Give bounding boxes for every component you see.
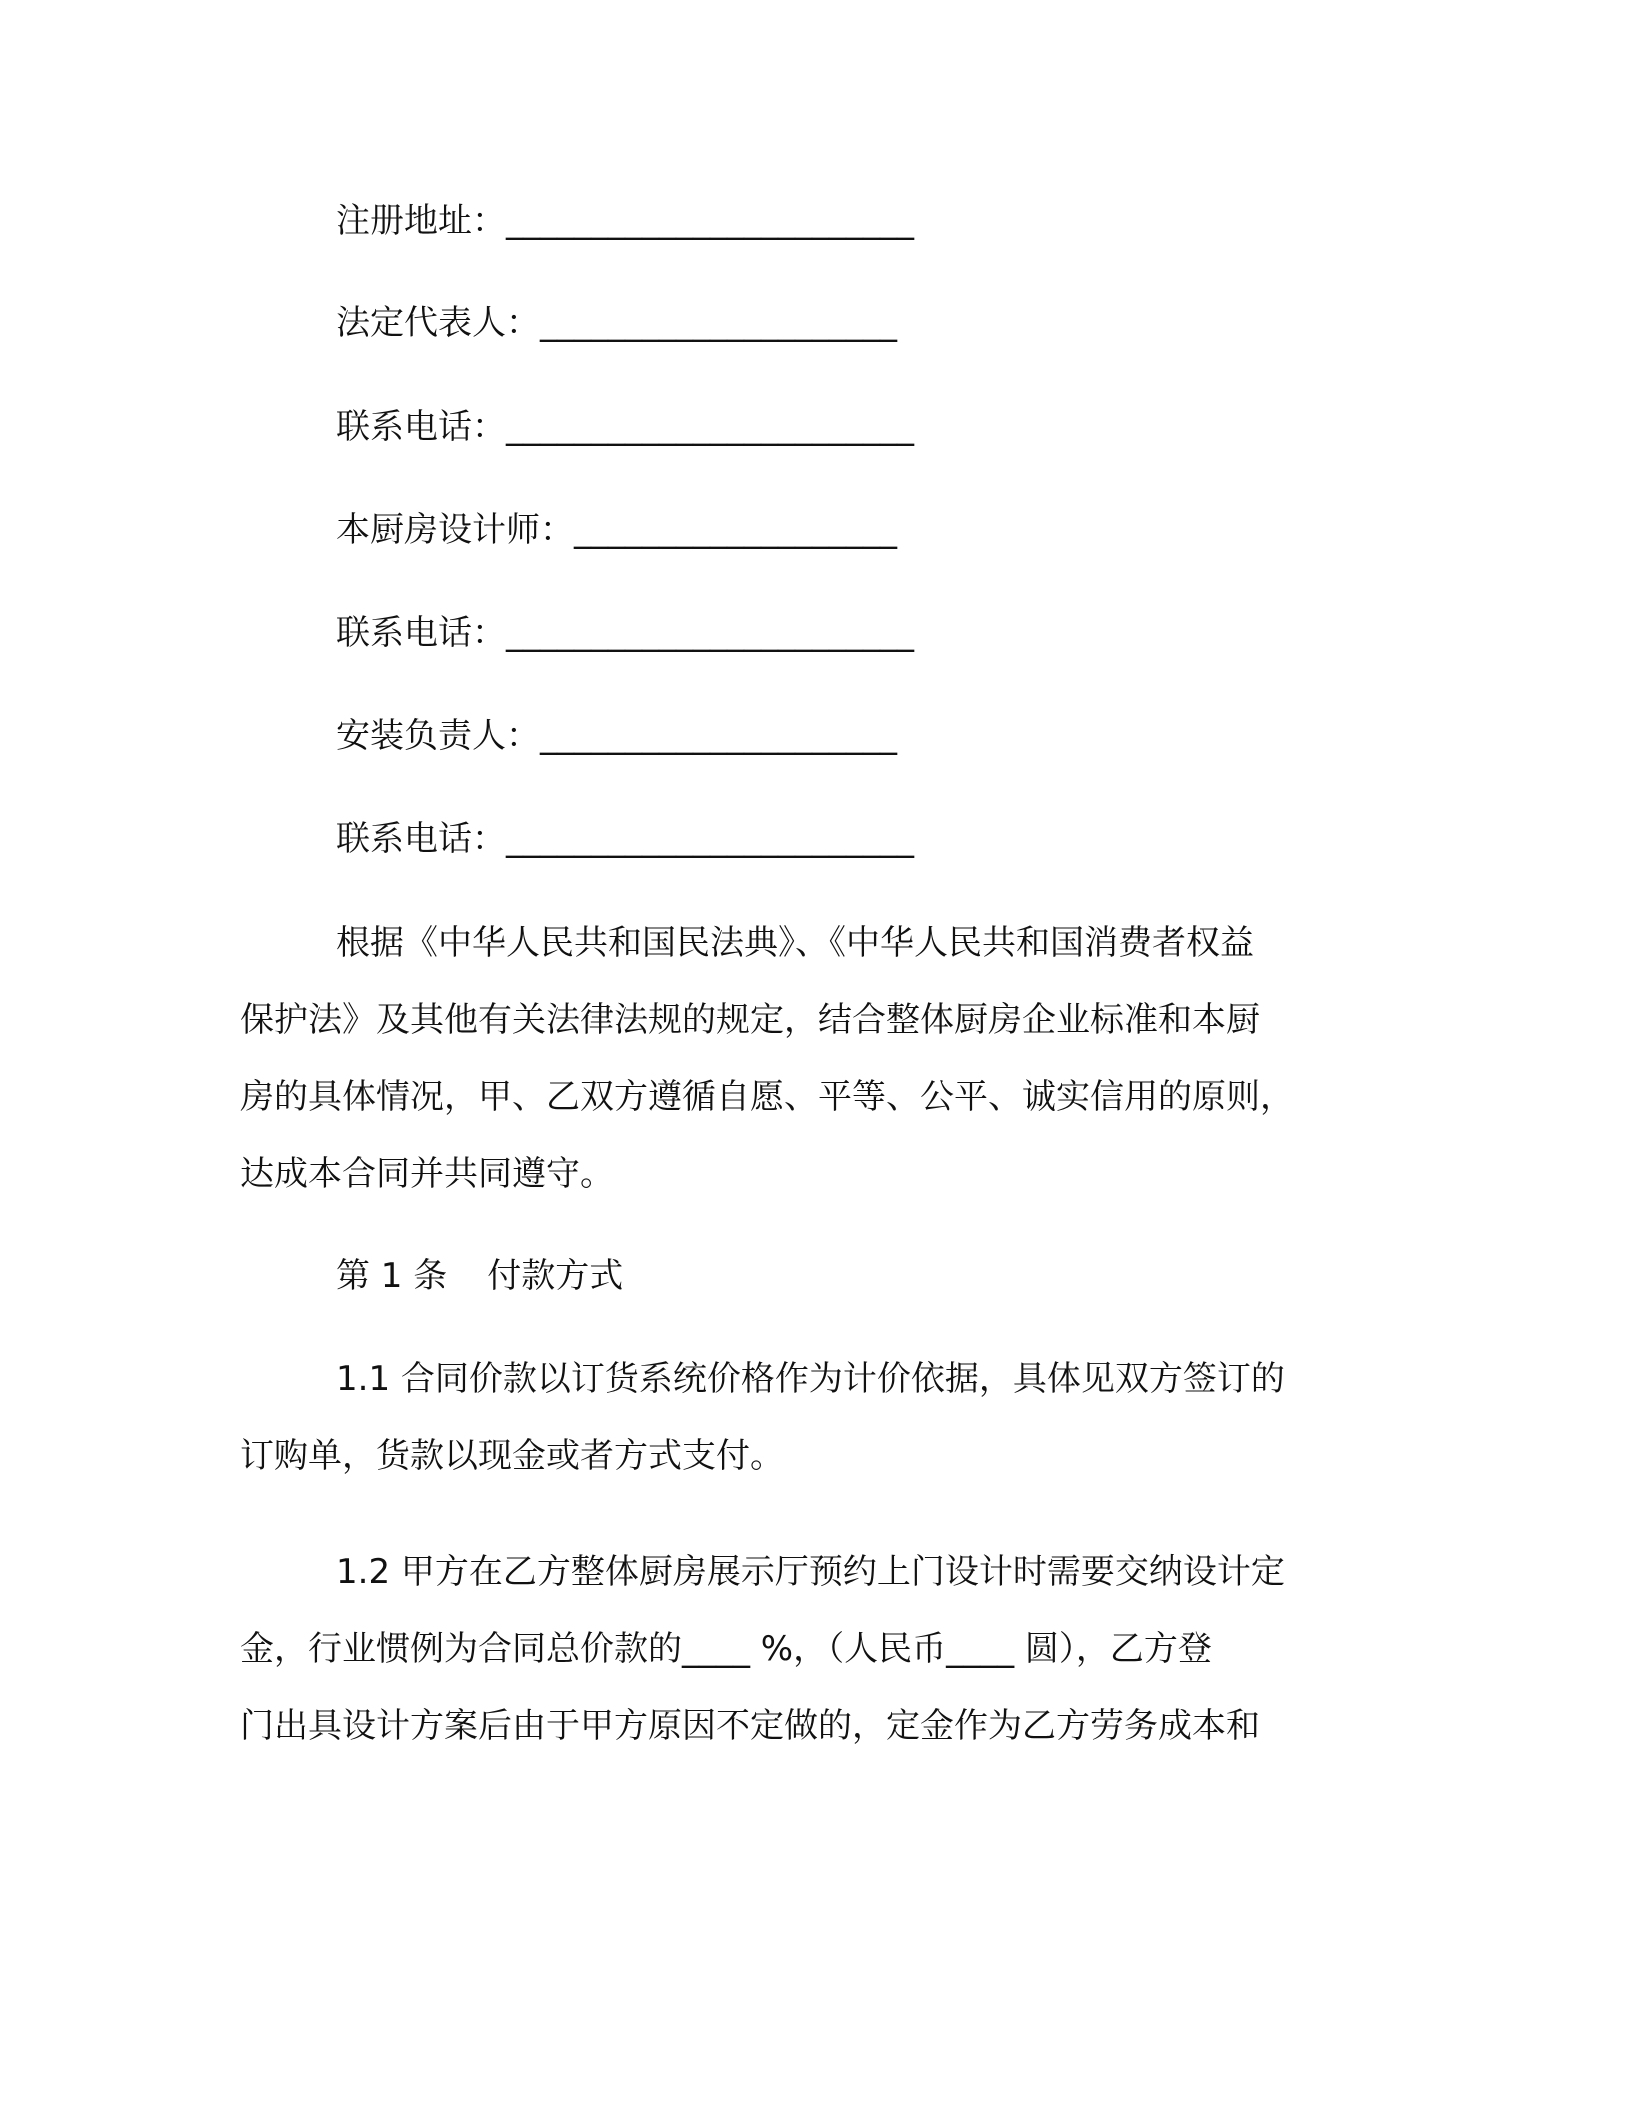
paragraph-line: 保护法》及其他有关法律法规的规定，结合整体厨房企业标准和本厨 [240,1000,1260,1040]
field-label: 注册地址： [336,201,506,241]
field-blank: _____________________ [540,303,897,343]
field-blank: ________________________ [506,201,914,241]
field-legal-representative [336,300,897,346]
field-kitchen-designer [336,507,897,553]
paragraph-line: 1.2 甲方在乙方整体厨房展示厅预约上门设计时需要交纳设计定 [336,1552,1285,1592]
field-label: 联系电话： [336,613,506,653]
paragraph-line: 达成本合同并共同遵守。 [240,1154,614,1194]
field-contact-phone [336,404,914,450]
paragraph-line: 根据《中华人民共和国民法典》、《中华人民共和国消费者权益 [336,923,1254,963]
preamble-paragraph [240,905,1392,1213]
field-blank: ________________________ [506,613,914,653]
clause-1-2 [240,1534,1392,1765]
article-number: 第 1 条 [336,1256,448,1296]
paragraph-line: 订购单，货款以现金或者方式支付。 [240,1436,784,1476]
field-label: 法定代表人： [336,303,540,343]
field-blank: ___________________ [574,510,897,550]
field-label: 本厨房设计师： [336,510,574,550]
field-contact-phone [336,816,914,862]
paragraph-line: 房的具体情况，甲、乙双方遵循自愿、平等、公平、诚实信用的原则， [240,1077,1294,1117]
article-title: 付款方式 [487,1256,624,1296]
field-blank: ________________________ [506,819,914,859]
field-blank: ________________________ [506,407,914,447]
field-blank: _____________________ [540,716,897,756]
paragraph-line: 1.1 合同价款以订货系统价格作为计价依据，具体见双方签订的 [336,1359,1285,1399]
field-contact-phone [336,610,914,656]
article-heading [336,1253,623,1299]
clause-1-1 [240,1341,1392,1495]
field-label: 联系电话： [336,407,506,447]
field-label: 安装负责人： [336,716,540,756]
paragraph-line: 门出具设计方案后由于甲方原因不定做的，定金作为乙方劳务成本和 [240,1706,1260,1746]
field-registered-address [336,198,914,244]
field-label: 联系电话： [336,819,506,859]
paragraph-line: 金，行业惯例为合同总价款的____ %，（人民币____ 圆），乙方登 [240,1629,1212,1669]
field-installation-manager [336,713,897,759]
